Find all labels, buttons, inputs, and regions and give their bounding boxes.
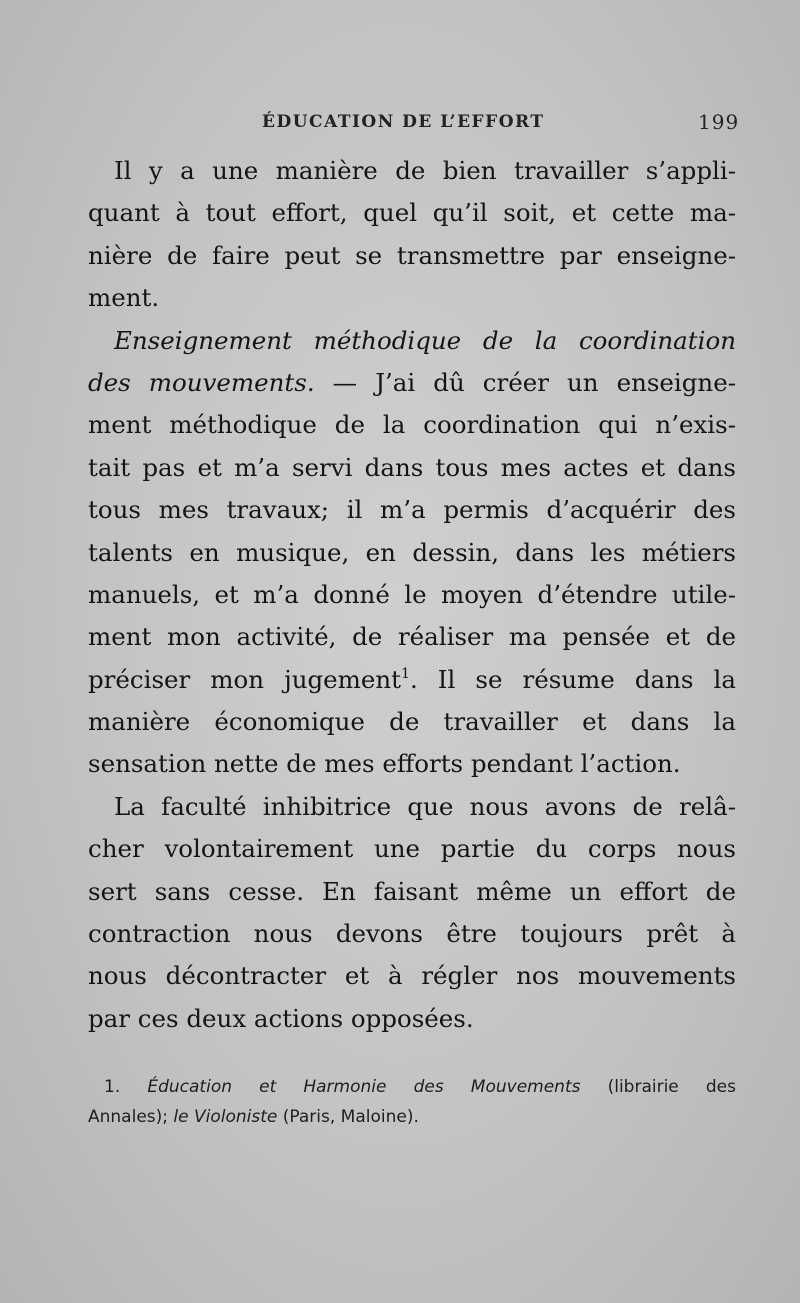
footnote-text: Annales); xyxy=(88,1107,174,1127)
footnote-number: 1. xyxy=(104,1077,121,1097)
text-fragment: — J’ai dû créer un enseigne- xyxy=(314,367,736,397)
text-line: sert sans cesse. En faisant même un effort de xyxy=(88,876,736,906)
body-text xyxy=(88,150,736,1040)
text-line: par ces deux actions opposées. xyxy=(88,1003,474,1033)
text-line: ment méthodique de la coordination qui n’exis- xyxy=(88,410,736,440)
footnote-line xyxy=(88,1102,736,1132)
footnote-reference: 1 xyxy=(401,665,410,682)
text-line: ment. xyxy=(88,283,160,313)
text-line: contraction nous devons être toujours prêt à xyxy=(88,919,736,949)
page-header xyxy=(0,108,800,142)
text-line: nière de faire peut se transmettre par enseigne- xyxy=(88,240,736,270)
text-fragment: . Il se résume dans la xyxy=(409,664,736,694)
text-line: tait pas et m’a servi dans tous mes actes et dans xyxy=(88,452,736,482)
footnote-line xyxy=(88,1072,736,1102)
footnote-title: Éducation et Harmonie des Mouvements xyxy=(147,1077,581,1097)
page-number: 199 xyxy=(698,110,740,134)
text-line xyxy=(88,659,736,701)
footnote xyxy=(88,1072,736,1132)
running-title: ÉDUCATION DE L’EFFORT xyxy=(262,112,545,132)
section-heading-end: des mouvements. xyxy=(88,367,315,397)
text-line: Il y a une manière de bien travailler s’appli- xyxy=(114,156,736,185)
text-line: manière économique de travailler et dans la xyxy=(88,707,736,737)
text-line: tous mes travaux; il m’a permis d’acquérir des xyxy=(88,495,736,525)
text-line: cher volontairement une partie du corps nous xyxy=(88,834,736,864)
text-line: talents en musique, en dessin, dans les métiers xyxy=(88,537,736,567)
text-line: manuels, et m’a donné le moyen d’étendre utile- xyxy=(88,579,736,609)
text-line: La faculté inhibitrice que nous avons de relâ- xyxy=(114,791,736,821)
text-line: ment mon activité, de réaliser ma pensée et de xyxy=(88,622,736,652)
footnote-title: le Violoniste xyxy=(173,1107,278,1127)
text-line xyxy=(88,362,736,404)
footnote-text: (Paris, Maloine). xyxy=(277,1107,419,1127)
text-line: sensation nette de mes efforts pendant l’action. xyxy=(88,749,681,779)
text-line: quant à tout effort, quel qu’il soit, et cette ma- xyxy=(88,198,736,228)
text-fragment: préciser mon jugement xyxy=(88,664,402,694)
text-line: nous décontracter et à régler nos mouvements xyxy=(88,961,736,991)
footnote-text: (librairie des xyxy=(580,1077,736,1097)
section-heading: Enseignement méthodique de la coordination xyxy=(114,325,736,355)
